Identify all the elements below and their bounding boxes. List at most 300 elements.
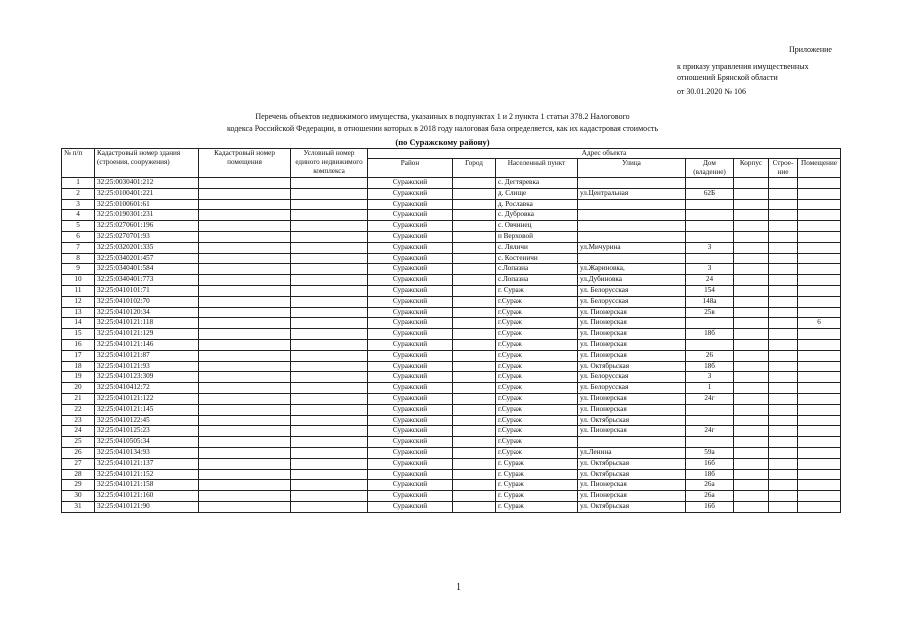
house-cell: 18б bbox=[686, 469, 734, 480]
cad-number-cell: 32:25:0320201:335 bbox=[95, 242, 199, 253]
row-number: 23 bbox=[62, 415, 95, 426]
cond-num-cell bbox=[291, 307, 368, 318]
cad-room-cell bbox=[199, 285, 291, 296]
table-row bbox=[62, 253, 841, 264]
settlement-cell: д. Слище bbox=[496, 188, 578, 199]
row-number: 12 bbox=[62, 296, 95, 307]
settlement-cell: г.Сураж bbox=[496, 318, 578, 329]
house-cell: 18б bbox=[686, 361, 734, 372]
korpus-cell bbox=[734, 188, 769, 199]
district-cell: Суражский bbox=[368, 480, 453, 491]
district-cell: Суражский bbox=[368, 253, 453, 264]
settlement-cell: г.Сураж bbox=[496, 447, 578, 458]
stroenie-cell bbox=[769, 178, 798, 189]
city-cell bbox=[453, 318, 496, 329]
row-number: 22 bbox=[62, 404, 95, 415]
row-number: 7 bbox=[62, 242, 95, 253]
house-cell: 24г bbox=[686, 426, 734, 437]
city-cell bbox=[453, 491, 496, 502]
cond-num-cell bbox=[291, 491, 368, 502]
street-cell: ул. Пионерская bbox=[578, 318, 686, 329]
settlement-cell: г. Сураж bbox=[496, 469, 578, 480]
city-cell bbox=[453, 242, 496, 253]
korpus-cell bbox=[734, 296, 769, 307]
row-number: 1 bbox=[62, 178, 95, 189]
city-cell bbox=[453, 426, 496, 437]
korpus-cell bbox=[734, 285, 769, 296]
table-row bbox=[62, 242, 841, 253]
room-cell bbox=[798, 253, 841, 264]
cond-num-cell bbox=[291, 264, 368, 275]
korpus-cell bbox=[734, 210, 769, 221]
table-row bbox=[62, 469, 841, 480]
row-number: 13 bbox=[62, 307, 95, 318]
table-row bbox=[62, 491, 841, 502]
city-cell bbox=[453, 404, 496, 415]
house-cell bbox=[686, 221, 734, 232]
row-number: 11 bbox=[62, 285, 95, 296]
district-cell: Суражский bbox=[368, 426, 453, 437]
row-number: 27 bbox=[62, 458, 95, 469]
district-cell: Суражский bbox=[368, 188, 453, 199]
cond-num-cell bbox=[291, 469, 368, 480]
city-cell bbox=[453, 199, 496, 210]
district-cell: Суражский bbox=[368, 296, 453, 307]
room-cell bbox=[798, 350, 841, 361]
room-cell bbox=[798, 491, 841, 502]
room-cell bbox=[798, 231, 841, 242]
street-cell: ул. Октябрьская bbox=[578, 469, 686, 480]
table-row bbox=[62, 426, 841, 437]
settlement-cell: г.Сураж bbox=[496, 296, 578, 307]
city-cell bbox=[453, 210, 496, 221]
cad-number-cell: 32:25:0410121:90 bbox=[95, 501, 199, 512]
settlement-cell: г.Сураж bbox=[496, 329, 578, 340]
header-korpus: Корпус bbox=[734, 159, 769, 178]
settlement-cell: г.Сураж bbox=[496, 437, 578, 448]
cond-num-cell bbox=[291, 372, 368, 383]
house-cell: 16б bbox=[686, 458, 734, 469]
stroenie-cell bbox=[769, 329, 798, 340]
cad-number-cell: 32:25:0270701:93 bbox=[95, 231, 199, 242]
cad-room-cell bbox=[199, 426, 291, 437]
stroenie-cell bbox=[769, 426, 798, 437]
house-cell bbox=[686, 437, 734, 448]
stroenie-cell bbox=[769, 188, 798, 199]
room-cell bbox=[798, 458, 841, 469]
stroenie-cell bbox=[769, 383, 798, 394]
cad-number-cell: 32:25:0410123:309 bbox=[95, 372, 199, 383]
cad-room-cell bbox=[199, 264, 291, 275]
room-cell bbox=[798, 372, 841, 383]
house-cell bbox=[686, 404, 734, 415]
room-cell bbox=[798, 296, 841, 307]
street-cell bbox=[578, 231, 686, 242]
house-cell bbox=[686, 199, 734, 210]
district-cell: Суражский bbox=[368, 264, 453, 275]
cad-room-cell bbox=[199, 318, 291, 329]
cad-number-cell: 32:25:0410121:146 bbox=[95, 339, 199, 350]
row-number: 14 bbox=[62, 318, 95, 329]
city-cell bbox=[453, 437, 496, 448]
room-cell bbox=[798, 339, 841, 350]
house-cell bbox=[686, 210, 734, 221]
table-row bbox=[62, 361, 841, 372]
cad-room-cell bbox=[199, 393, 291, 404]
order-reference-line-1: к приказу управления имущественных bbox=[677, 62, 809, 71]
cad-number-cell: 32:25:0410101:71 bbox=[95, 285, 199, 296]
city-cell bbox=[453, 253, 496, 264]
stroenie-cell bbox=[769, 437, 798, 448]
house-cell: 1 bbox=[686, 383, 734, 394]
city-cell bbox=[453, 458, 496, 469]
city-cell bbox=[453, 372, 496, 383]
street-cell: ул. Белорусская bbox=[578, 285, 686, 296]
stroenie-cell bbox=[769, 264, 798, 275]
korpus-cell bbox=[734, 318, 769, 329]
table-row bbox=[62, 383, 841, 394]
cond-num-cell bbox=[291, 383, 368, 394]
korpus-cell bbox=[734, 480, 769, 491]
room-cell bbox=[798, 210, 841, 221]
room-cell bbox=[798, 275, 841, 286]
settlement-cell: с.Лопазна bbox=[496, 275, 578, 286]
district-cell: Суражский bbox=[368, 307, 453, 318]
stroenie-cell bbox=[769, 458, 798, 469]
cad-number-cell: 32:25:0410121:152 bbox=[95, 469, 199, 480]
room-cell bbox=[798, 469, 841, 480]
house-cell: 62Б bbox=[686, 188, 734, 199]
stroenie-cell bbox=[769, 501, 798, 512]
cad-room-cell bbox=[199, 383, 291, 394]
city-cell bbox=[453, 469, 496, 480]
korpus-cell bbox=[734, 264, 769, 275]
house-cell bbox=[686, 415, 734, 426]
district-cell: Суражский bbox=[368, 393, 453, 404]
table-row bbox=[62, 339, 841, 350]
cad-number-cell: 32:25:0410122:45 bbox=[95, 415, 199, 426]
city-cell bbox=[453, 296, 496, 307]
cad-number-cell: 32:25:0410102:70 bbox=[95, 296, 199, 307]
district-cell: Суражский bbox=[368, 221, 453, 232]
street-cell: ул. Пионерская bbox=[578, 393, 686, 404]
house-cell: 3 bbox=[686, 264, 734, 275]
cond-num-cell bbox=[291, 242, 368, 253]
street-cell bbox=[578, 253, 686, 264]
row-number: 16 bbox=[62, 339, 95, 350]
district-cell: Суражский bbox=[368, 285, 453, 296]
stroenie-cell bbox=[769, 285, 798, 296]
objects-table bbox=[61, 148, 841, 513]
stroenie-cell bbox=[769, 199, 798, 210]
settlement-cell: г. Сураж bbox=[496, 458, 578, 469]
table-row bbox=[62, 372, 841, 383]
settlement-cell: п Верховой bbox=[496, 231, 578, 242]
street-cell: ул. Пионерская bbox=[578, 426, 686, 437]
cad-number-cell: 32:25:0190301:231 bbox=[95, 210, 199, 221]
room-cell bbox=[798, 480, 841, 491]
cad-number-cell: 32:25:0410125:23 bbox=[95, 426, 199, 437]
cad-room-cell bbox=[199, 296, 291, 307]
city-cell bbox=[453, 383, 496, 394]
stroenie-cell bbox=[769, 361, 798, 372]
district-cell: Суражский bbox=[368, 491, 453, 502]
document-title-district: (по Суражскому району) bbox=[395, 137, 490, 147]
stroenie-cell bbox=[769, 318, 798, 329]
row-number: 10 bbox=[62, 275, 95, 286]
row-number: 18 bbox=[62, 361, 95, 372]
table-row bbox=[62, 350, 841, 361]
cond-num-cell bbox=[291, 361, 368, 372]
street-cell: ул. Пионерская bbox=[578, 307, 686, 318]
room-cell bbox=[798, 199, 841, 210]
settlement-cell: г.Сураж bbox=[496, 426, 578, 437]
district-cell: Суражский bbox=[368, 275, 453, 286]
district-cell: Суражский bbox=[368, 339, 453, 350]
korpus-cell bbox=[734, 383, 769, 394]
row-number: 5 bbox=[62, 221, 95, 232]
table-row bbox=[62, 285, 841, 296]
cad-room-cell bbox=[199, 404, 291, 415]
house-cell: 26а bbox=[686, 491, 734, 502]
korpus-cell bbox=[734, 437, 769, 448]
settlement-cell: с. Дубровка bbox=[496, 210, 578, 221]
settlement-cell: г.Сураж bbox=[496, 307, 578, 318]
row-number: 2 bbox=[62, 188, 95, 199]
header-num: № п/п bbox=[62, 149, 95, 178]
settlement-cell: г.Сураж bbox=[496, 339, 578, 350]
cad-number-cell: 32:25:0410121:122 bbox=[95, 393, 199, 404]
district-cell: Суражский bbox=[368, 318, 453, 329]
cad-number-cell: 32:25:0410412:72 bbox=[95, 383, 199, 394]
house-cell: 26 bbox=[686, 350, 734, 361]
cond-num-cell bbox=[291, 393, 368, 404]
stroenie-cell bbox=[769, 296, 798, 307]
cond-num-cell bbox=[291, 480, 368, 491]
korpus-cell bbox=[734, 178, 769, 189]
cad-room-cell bbox=[199, 350, 291, 361]
cond-num-cell bbox=[291, 426, 368, 437]
settlement-cell: с. Дегтяревка bbox=[496, 178, 578, 189]
street-cell: ул. Пионерская bbox=[578, 339, 686, 350]
cad-room-cell bbox=[199, 415, 291, 426]
table-row bbox=[62, 393, 841, 404]
korpus-cell bbox=[734, 447, 769, 458]
room-cell bbox=[798, 242, 841, 253]
korpus-cell bbox=[734, 404, 769, 415]
cond-num-cell bbox=[291, 221, 368, 232]
city-cell bbox=[453, 361, 496, 372]
city-cell bbox=[453, 231, 496, 242]
header-cond-num: Условный номер единого недвижимого комплекса bbox=[291, 149, 368, 178]
street-cell bbox=[578, 199, 686, 210]
house-cell bbox=[686, 178, 734, 189]
stroenie-cell bbox=[769, 275, 798, 286]
house-cell bbox=[686, 231, 734, 242]
korpus-cell bbox=[734, 307, 769, 318]
room-cell bbox=[798, 221, 841, 232]
cad-room-cell bbox=[199, 178, 291, 189]
stroenie-cell bbox=[769, 393, 798, 404]
cad-room-cell bbox=[199, 199, 291, 210]
cond-num-cell bbox=[291, 329, 368, 340]
table-row bbox=[62, 318, 841, 329]
house-cell: 24 bbox=[686, 275, 734, 286]
cond-num-cell bbox=[291, 339, 368, 350]
house-cell bbox=[686, 253, 734, 264]
house-cell: 18б bbox=[686, 329, 734, 340]
korpus-cell bbox=[734, 361, 769, 372]
row-number: 6 bbox=[62, 231, 95, 242]
city-cell bbox=[453, 339, 496, 350]
room-cell bbox=[798, 178, 841, 189]
stroenie-cell bbox=[769, 253, 798, 264]
room-cell bbox=[798, 393, 841, 404]
district-cell: Суражский bbox=[368, 437, 453, 448]
row-number: 17 bbox=[62, 350, 95, 361]
cond-num-cell bbox=[291, 350, 368, 361]
cad-number-cell: 32:25:0410121:145 bbox=[95, 404, 199, 415]
cad-room-cell bbox=[199, 221, 291, 232]
settlement-cell: г.Сураж bbox=[496, 393, 578, 404]
city-cell bbox=[453, 501, 496, 512]
settlement-cell: с.Лопазна bbox=[496, 264, 578, 275]
korpus-cell bbox=[734, 253, 769, 264]
district-cell: Суражский bbox=[368, 458, 453, 469]
city-cell bbox=[453, 447, 496, 458]
cad-number-cell: 32:25:0410121:129 bbox=[95, 329, 199, 340]
row-number: 4 bbox=[62, 210, 95, 221]
korpus-cell bbox=[734, 393, 769, 404]
cad-number-cell: 32:25:0270601:196 bbox=[95, 221, 199, 232]
row-number: 21 bbox=[62, 393, 95, 404]
room-cell bbox=[798, 447, 841, 458]
house-cell: 3 bbox=[686, 372, 734, 383]
row-number: 26 bbox=[62, 447, 95, 458]
street-cell bbox=[578, 221, 686, 232]
settlement-cell: г. Сураж bbox=[496, 501, 578, 512]
table-row bbox=[62, 480, 841, 491]
street-cell: ул. Октябрьская bbox=[578, 415, 686, 426]
header-house: Дом (владение) bbox=[686, 159, 734, 178]
district-cell: Суражский bbox=[368, 404, 453, 415]
table-row bbox=[62, 447, 841, 458]
korpus-cell bbox=[734, 469, 769, 480]
korpus-cell bbox=[734, 491, 769, 502]
house-cell bbox=[686, 339, 734, 350]
row-number: 3 bbox=[62, 199, 95, 210]
settlement-cell: г.Сураж bbox=[496, 415, 578, 426]
room-cell: 6 bbox=[798, 318, 841, 329]
korpus-cell bbox=[734, 426, 769, 437]
korpus-cell bbox=[734, 231, 769, 242]
city-cell bbox=[453, 275, 496, 286]
cad-room-cell bbox=[199, 188, 291, 199]
cad-room-cell bbox=[199, 210, 291, 221]
row-number: 25 bbox=[62, 437, 95, 448]
house-cell: 16б bbox=[686, 501, 734, 512]
city-cell bbox=[453, 329, 496, 340]
stroenie-cell bbox=[769, 307, 798, 318]
korpus-cell bbox=[734, 221, 769, 232]
table-row bbox=[62, 307, 841, 318]
cad-number-cell: 32:25:0410134:93 bbox=[95, 447, 199, 458]
stroenie-cell bbox=[769, 221, 798, 232]
city-cell bbox=[453, 285, 496, 296]
header-cad-room: Кадастровый номер помещения bbox=[199, 149, 291, 178]
cond-num-cell bbox=[291, 178, 368, 189]
room-cell bbox=[798, 361, 841, 372]
cad-room-cell bbox=[199, 242, 291, 253]
stroenie-cell bbox=[769, 350, 798, 361]
street-cell: ул. Пионерская bbox=[578, 480, 686, 491]
row-number: 30 bbox=[62, 491, 95, 502]
cond-num-cell bbox=[291, 404, 368, 415]
settlement-cell: г.Сураж bbox=[496, 361, 578, 372]
cad-room-cell bbox=[199, 372, 291, 383]
header-street: Улица bbox=[578, 159, 686, 178]
cond-num-cell bbox=[291, 415, 368, 426]
street-cell: ул. Пионерская bbox=[578, 491, 686, 502]
stroenie-cell bbox=[769, 480, 798, 491]
table-row bbox=[62, 404, 841, 415]
table-row bbox=[62, 296, 841, 307]
city-cell bbox=[453, 307, 496, 318]
house-cell: 3 bbox=[686, 242, 734, 253]
house-cell: 25в bbox=[686, 307, 734, 318]
settlement-cell: с. Овчинец bbox=[496, 221, 578, 232]
header-city: Город bbox=[453, 159, 496, 178]
street-cell: ул. Пионерская bbox=[578, 404, 686, 415]
stroenie-cell bbox=[769, 339, 798, 350]
stroenie-cell bbox=[769, 415, 798, 426]
settlement-cell: с. Костеничи bbox=[496, 253, 578, 264]
room-cell bbox=[798, 415, 841, 426]
street-cell: ул.Жариновка, bbox=[578, 264, 686, 275]
city-cell bbox=[453, 178, 496, 189]
cond-num-cell bbox=[291, 501, 368, 512]
cad-number-cell: 32:25:0340401:773 bbox=[95, 275, 199, 286]
table-row bbox=[62, 199, 841, 210]
cond-num-cell bbox=[291, 253, 368, 264]
street-cell: ул.Центральная bbox=[578, 188, 686, 199]
cad-room-cell bbox=[199, 329, 291, 340]
korpus-cell bbox=[734, 329, 769, 340]
stroenie-cell bbox=[769, 372, 798, 383]
cond-num-cell bbox=[291, 296, 368, 307]
settlement-cell: г. Сураж bbox=[496, 285, 578, 296]
street-cell: ул. Октябрьская bbox=[578, 361, 686, 372]
street-cell: ул. Октябрьская bbox=[578, 501, 686, 512]
row-number: 31 bbox=[62, 501, 95, 512]
table-row bbox=[62, 458, 841, 469]
room-cell bbox=[798, 307, 841, 318]
order-date-number: от 30.01.2020 № 106 bbox=[677, 87, 747, 96]
stroenie-cell bbox=[769, 231, 798, 242]
korpus-cell bbox=[734, 501, 769, 512]
cond-num-cell bbox=[291, 199, 368, 210]
row-number: 15 bbox=[62, 329, 95, 340]
table-row bbox=[62, 329, 841, 340]
header-stroenie: Строе-ние bbox=[769, 159, 798, 178]
cond-num-cell bbox=[291, 458, 368, 469]
korpus-cell bbox=[734, 350, 769, 361]
korpus-cell bbox=[734, 415, 769, 426]
header-settlement: Населенный пункт bbox=[496, 159, 578, 178]
table-row bbox=[62, 437, 841, 448]
row-number: 29 bbox=[62, 480, 95, 491]
house-cell: 26а bbox=[686, 480, 734, 491]
